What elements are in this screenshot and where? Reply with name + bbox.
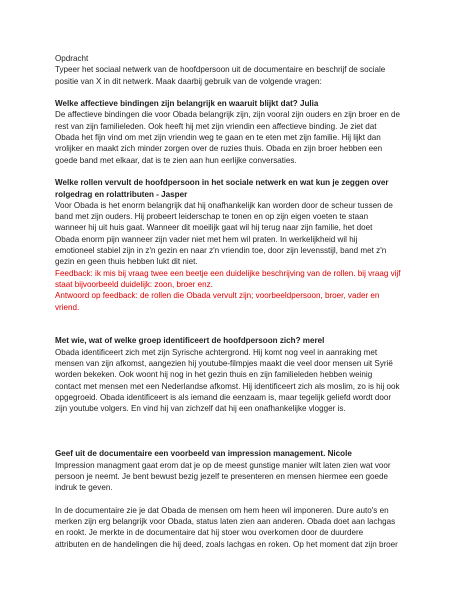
answer-line: contact met mensen met een Nederlandse afkomst. Hij identificeert zich als moslim, zo is hij ook xyxy=(55,381,400,391)
answer-line: gezin en geen thuis hebben lukt dit niet. xyxy=(55,257,198,267)
answer-line: zijn youtube volgers. En vind hij van zichzelf dat hij een onafhankelijke vlogger is. xyxy=(55,404,346,414)
answer-line: Impression managment gaat erom dat je op de meest gunstige manier wilt laten zien wat voor xyxy=(55,460,391,470)
question-heading: rolgedrag en rolattributen - Jasper xyxy=(55,189,188,199)
answer-line: rest van zijn familieleden. Ook heeft hij met zijn vriendin een affectieve binding. Je ziet dat xyxy=(55,121,377,131)
answer-line: attributen en de handelingen die hij deed, zoals lachgas en roken. Op het moment dat zijn broer xyxy=(55,539,398,549)
answer-line: Obada het fijn vind om met zijn vriendin weg te gaan en te eten met zijn familie. Hij lijkt dan xyxy=(55,133,381,143)
answer-line: vrolijker en maakt zich minder zorgen over de ruzies thuis. Obada en zijn broer hebben een xyxy=(55,144,383,154)
section-impression-management xyxy=(55,448,434,493)
answer-line: band met zijn ouders. Hij probeert leiderschap te tonen en op zijn eigen voeten te staan xyxy=(55,212,369,222)
answer-line: Obada enorm pijn wanneer zijn vader niet met hem wil praten. In werkelijkheid wil hij xyxy=(55,234,358,244)
answer-line: goede band met elkaar, dat is te zien aan hun eerlijke conversaties. xyxy=(55,155,297,165)
feedback-response-line: vriend. xyxy=(55,302,80,312)
answer-line: Voor Obada is het enorm belangrijk dat hij onafhankelijk kan worden door de scheur tussen de xyxy=(55,200,393,210)
feedback-line: staat bijvoorbeeld duidelijk: zoon, broer enz. xyxy=(55,279,213,289)
question-heading: Geef uit de documentaire een voorbeeld van impression management. Nicole xyxy=(55,449,352,459)
intro-heading: Opdracht xyxy=(55,54,89,63)
answer-line: persoon je neemt. Je bent bewust bezig jezelf te presenteren en mensen hiermee een goede xyxy=(55,471,388,481)
section-identification xyxy=(55,335,434,414)
answer-line: mensen van zijn afkomst, aangezien hij youtube-filmpjes maakt die veel door mensen uit Syrië xyxy=(55,359,393,369)
answer-line: Obada identificeert zich met zijn Syrische achtergrond. Hij komt nog veel in aanraking met xyxy=(55,347,378,357)
feedback-response-line: Antwoord op feedback: de rollen die Obada vervult zijn; voorbeeldpersoon, broer, vader en xyxy=(55,291,380,301)
question-heading: Met wie, wat of welke groep identificeert de hoofdpersoon zich? merel xyxy=(55,336,325,346)
question-heading: Welke affectieve bindingen zijn belangrijk en waaruit blijkt dat? Julia xyxy=(55,99,319,109)
answer-line: wanneer hij uit huis gaat. Wanneer dit moeilijk gaat wil hij terug naar zijn familie, het doet xyxy=(55,223,373,233)
answer-line: opgegroeid. Obada identificeert is als iemand die eenzaam is, maar tegelijk geliefd wordt door xyxy=(55,392,392,402)
answer-line: merken zijn erg belangrijk voor Obada, status laten zien aan anderen. Obada doet aan lachgas xyxy=(55,517,396,527)
question-heading: Welke rollen vervult de hoofdpersoon in het sociale netwerk en wat kun je zeggen over xyxy=(55,178,389,188)
answer-line: indruk te geven. xyxy=(55,483,113,493)
section-roles xyxy=(55,177,434,313)
intro-line: Typeer het sociaal netwerk van de hoofdpersoon uit de documentaire en beschrijf de sociale xyxy=(55,65,386,75)
intro-block xyxy=(55,53,434,87)
answer-line: De affectieve bindingen die voor Obada belangrijk zijn, zijn vooral zijn ouders en zijn broer en de xyxy=(55,110,400,120)
answer-line: In de documentaire zie je dat Obada de mensen om hem heen wil imponeren. Dure auto's en xyxy=(55,505,389,515)
section-affective-bindings xyxy=(55,98,434,166)
intro-line: positie van X in dit netwerk. Maak daarbij gebruik van de volgende vragen: xyxy=(55,76,322,86)
feedback-line: Feedback: ik mis bij vraag twee een beetje een duidelijke beschrijving van de rollen. bij vraag vijf xyxy=(55,268,401,278)
answer-line: emotioneel stabiel zijn in z'n gezin en naar z'n vriendin toe, door zijn levensstijl, band met z'n xyxy=(55,246,387,256)
answer-line: en rookt. Je merkte in de documentaire dat hij stoer wou overkomen door de duurdere xyxy=(55,528,364,538)
answer-line: worden bekeken. Ook woont hij nog in het gezin thuis en zijn familieleden hebben weinig xyxy=(55,370,373,380)
section-impression-example xyxy=(55,505,434,550)
